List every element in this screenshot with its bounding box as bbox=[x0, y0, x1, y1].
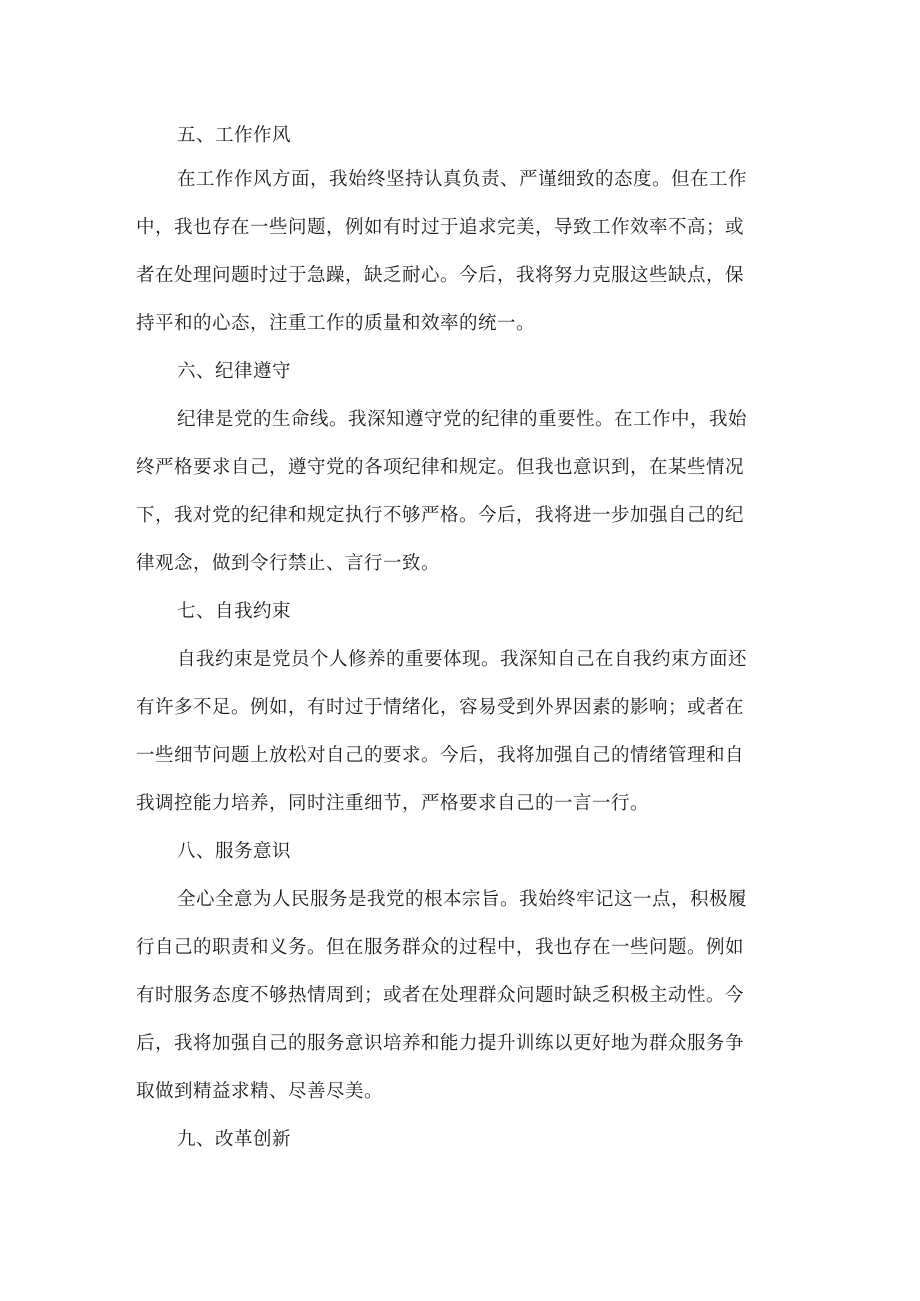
paragraph-line: 者在处理问题时过于急躁，缺乏耐心。今后，我将努力克服这些缺点，保 bbox=[136, 265, 745, 286]
paragraph-line: 终严格要求自己，遵守党的各项纪律和规定。但我也意识到，在某些情况 bbox=[136, 457, 745, 478]
paragraph-line: 一些细节问题上放松对自己的要求。今后，我将加强自己的情绪管理和自 bbox=[136, 745, 745, 766]
paragraph-line: 自我约束是党员个人修养的重要体现。我深知自己在自我约束方面还 bbox=[177, 649, 748, 670]
paragraph-line: 持平和的心态，注重工作的质量和效率的统一。 bbox=[136, 313, 536, 334]
paragraph-line: 取做到精益求精、尽善尽美。 bbox=[136, 1081, 384, 1102]
section-heading-9: 九、改革创新 bbox=[177, 1129, 292, 1150]
paragraph-line: 中，我也存在一些问题，例如有时过于追求完美，导致工作效率不高；或 bbox=[136, 217, 745, 238]
paragraph-line: 我调控能力培养，同时注重细节，严格要求自己的一言一行。 bbox=[136, 793, 650, 814]
paragraph-line: 有许多不足。例如，有时过于情绪化，容易受到外界因素的影响；或者在 bbox=[136, 697, 745, 718]
paragraph-line: 纪律是党的生命线。我深知遵守党的纪律的重要性。在工作中，我始 bbox=[177, 409, 748, 430]
section-heading-8: 八、服务意识 bbox=[177, 841, 292, 862]
paragraph-line: 有时服务态度不够热情周到；或者在处理群众问题时缺乏积极主动性。今 bbox=[136, 985, 745, 1006]
paragraph-line: 下，我对党的纪律和规定执行不够严格。今后，我将进一步加强自己的纪 bbox=[136, 505, 745, 526]
section-heading-5: 五、工作作风 bbox=[177, 125, 292, 146]
paragraph-line: 律观念，做到令行禁止、言行一致。 bbox=[136, 553, 441, 574]
paragraph-line: 全心全意为人民服务是我党的根本宗旨。我始终牢记这一点，积极履 bbox=[177, 889, 748, 910]
paragraph-line: 在工作作风方面，我始终坚持认真负责、严谨细致的态度。但在工作 bbox=[177, 169, 748, 190]
section-heading-6: 六、纪律遵守 bbox=[177, 361, 292, 382]
section-heading-7: 七、自我约束 bbox=[177, 601, 292, 622]
paragraph-line: 行自己的职责和义务。但在服务群众的过程中，我也存在一些问题。例如 bbox=[136, 937, 745, 958]
paragraph-line: 后，我将加强自己的服务意识培养和能力提升训练以更好地为群众服务争 bbox=[136, 1033, 745, 1054]
